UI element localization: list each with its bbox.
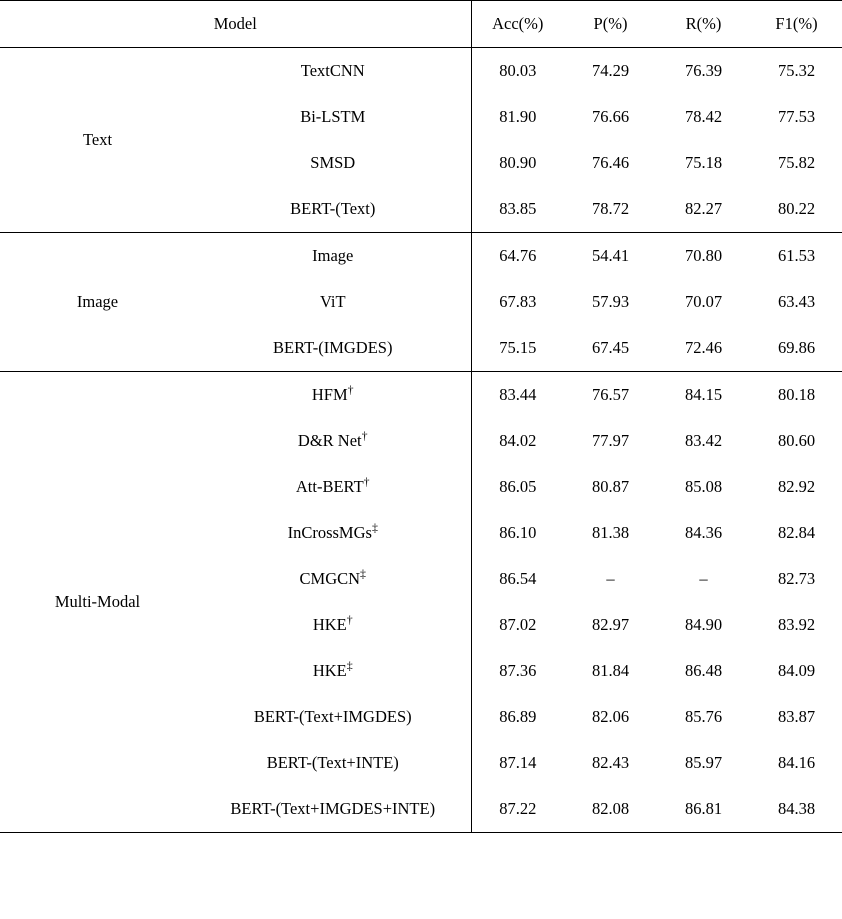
cell-p: 67.45 <box>591 338 630 357</box>
cell-f1: 82.84 <box>777 523 816 542</box>
model-name: Bi-LSTM <box>300 107 366 126</box>
cell-p: 80.87 <box>591 477 630 496</box>
model-label: Att-BERT† <box>295 474 370 496</box>
cell-f1: 82.92 <box>777 477 816 496</box>
cell-f1: 61.53 <box>777 246 816 265</box>
model-label <box>195 325 471 372</box>
cell-acc: 87.22 <box>471 786 564 833</box>
cell-acc: 84.02 <box>471 418 564 464</box>
cell-r: 82.27 <box>684 199 723 218</box>
cell-p: 82.97 <box>591 615 630 634</box>
model-label: HKE‡ <box>312 658 353 680</box>
model-name: BERT-(Text+INTE) <box>266 753 399 772</box>
cell-p: 54.41 <box>591 246 630 265</box>
header-p: P(%) <box>593 14 628 33</box>
cell-r: 85.97 <box>684 753 723 772</box>
model-label <box>195 740 471 786</box>
table-row <box>0 48 842 94</box>
cell-r: 84.36 <box>684 523 723 542</box>
cell-r: 85.76 <box>684 707 723 726</box>
table-header-row <box>0 1 842 48</box>
model-label: HKE† <box>312 612 353 634</box>
cell-p: 81.84 <box>591 661 630 680</box>
model-label <box>195 279 471 325</box>
cell-r: 72.46 <box>684 338 723 357</box>
model-name: BERT-(Text+IMGDES) <box>253 707 412 726</box>
model-label: CMGCN‡ <box>299 566 366 588</box>
header-f1: F1(%) <box>775 14 818 33</box>
cell-p: 76.66 <box>591 107 630 126</box>
cell-f1: 83.92 <box>777 615 816 634</box>
model-name: BERT-(Text) <box>290 199 376 218</box>
cell-p: 78.72 <box>591 199 630 218</box>
model-label <box>195 94 471 140</box>
model-name: Image <box>312 246 354 265</box>
cell-f1: 84.16 <box>777 753 816 772</box>
cell-r: 84.15 <box>684 385 723 404</box>
model-name: D&R Net <box>297 431 362 450</box>
cell-acc: 67.83 <box>471 279 564 325</box>
cell-p: 82.43 <box>591 753 630 772</box>
cell-r: 70.07 <box>684 292 723 311</box>
model-label <box>195 233 471 279</box>
model-name: BERT-(IMGDES) <box>273 338 393 357</box>
model-label: HFM† <box>311 382 354 404</box>
cell-acc: 86.89 <box>471 694 564 740</box>
cell-f1: 80.18 <box>777 385 816 404</box>
model-label: InCrossMGs‡ <box>287 520 378 542</box>
cell-f1: 82.73 <box>777 569 816 588</box>
table-row <box>0 233 842 279</box>
model-label <box>195 186 471 233</box>
model-name: BERT-(Text+IMGDES+INTE) <box>230 799 436 818</box>
cell-acc: 86.05 <box>471 464 564 510</box>
cell-acc: 87.02 <box>471 602 564 648</box>
cell-r: 86.81 <box>684 799 723 818</box>
cell-p: 57.93 <box>591 292 630 311</box>
cell-p: 77.97 <box>591 431 630 450</box>
header-acc: Acc(%) <box>471 1 564 48</box>
group-label: Multi-Modal <box>54 592 141 611</box>
cell-r: 86.48 <box>684 661 723 680</box>
header-model: Model <box>213 14 257 33</box>
cell-f1: 75.32 <box>777 61 816 80</box>
model-label <box>195 694 471 740</box>
model-name: HFM <box>311 385 348 404</box>
cell-f1: 84.09 <box>777 661 816 680</box>
cell-p: 76.57 <box>591 385 630 404</box>
cell-acc: 80.03 <box>471 48 564 94</box>
model-label <box>195 786 471 833</box>
cell-acc: 87.14 <box>471 740 564 786</box>
model-name: HKE <box>312 661 347 680</box>
cell-f1: 80.60 <box>777 431 816 450</box>
cell-r: 83.42 <box>684 431 723 450</box>
cell-r: 78.42 <box>684 107 723 126</box>
cell-f1: 63.43 <box>777 292 816 311</box>
model-name: CMGCN <box>299 569 361 588</box>
cell-r: 70.80 <box>684 246 723 265</box>
cell-f1: 83.87 <box>777 707 816 726</box>
cell-r: 76.39 <box>684 61 723 80</box>
cell-acc: 81.90 <box>471 94 564 140</box>
cell-acc: 86.10 <box>471 510 564 556</box>
model-name: Att-BERT <box>295 477 364 496</box>
cell-p: 76.46 <box>591 153 630 172</box>
cell-p: – <box>606 569 615 588</box>
cell-acc: 86.54 <box>471 556 564 602</box>
cell-f1: 75.82 <box>777 153 816 172</box>
model-name: InCrossMGs <box>287 523 372 542</box>
cell-acc: 87.36 <box>471 648 564 694</box>
cell-p: 74.29 <box>591 61 630 80</box>
model-name: TextCNN <box>300 61 365 80</box>
cell-f1: 84.38 <box>777 799 816 818</box>
cell-p: 82.08 <box>591 799 630 818</box>
cell-p: 82.06 <box>591 707 630 726</box>
table-row <box>0 372 842 418</box>
group-label: Image <box>76 292 119 311</box>
cell-f1: 80.22 <box>777 199 816 218</box>
header-r: R(%) <box>685 14 722 33</box>
model-label <box>195 48 471 94</box>
cell-acc: 64.76 <box>471 233 564 279</box>
cell-p: 81.38 <box>591 523 630 542</box>
cell-r: 84.90 <box>684 615 723 634</box>
cell-acc: 80.90 <box>471 140 564 186</box>
model-name: SMSD <box>310 153 356 172</box>
cell-f1: 69.86 <box>777 338 816 357</box>
cell-r: 85.08 <box>684 477 723 496</box>
cell-acc: 83.44 <box>471 372 564 418</box>
cell-acc: 83.85 <box>471 186 564 233</box>
model-name: HKE <box>312 615 347 634</box>
table-bottom-rule <box>0 833 842 834</box>
cell-acc: 75.15 <box>471 325 564 372</box>
model-label: D&R Net† <box>297 428 368 450</box>
model-label <box>195 140 471 186</box>
group-label: Text <box>82 130 113 149</box>
cell-r: – <box>699 569 708 588</box>
cell-r: 75.18 <box>684 153 723 172</box>
cell-f1: 77.53 <box>777 107 816 126</box>
model-name: ViT <box>319 292 346 311</box>
